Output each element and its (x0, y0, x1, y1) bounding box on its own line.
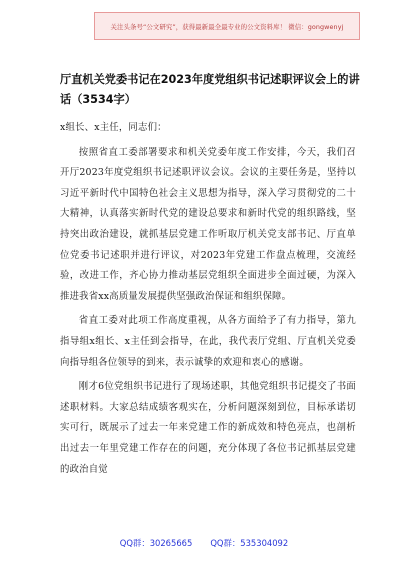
qq-group-1: QQ群：30265665 (119, 538, 193, 548)
paragraph-1: 按照省直工委部署要求和机关党委年度工作安排，今天，我们召开厅2023年度党组织书记述职评议会议。会议的主要任务是，坚持以习近平新时代中国特色社会主义思想为指导，深入学习贯彻党的二十大精神，认真落实新时代党的建设总要求和新时代党的组织路线，坚持突出政治建设，就抓基层党建工作听取厅机关党支部书记、厅直单位党委书记述职并进行评议，对2023年党建工作盘点梳理，交流经验，改进工作，齐心协力推动基层党组织全面进步全面过硬，为深入推进我省xx高质量发展提供坚强政治保证和组织保障。 (60, 146, 356, 302)
promo-banner-text: 关注头条号“公文研究”，获得最新最全最专业的公文资料库！ 微信：gongwenyj (110, 22, 344, 31)
footer-contacts (0, 537, 408, 549)
qq-group-2: QQ群：535304092 (210, 538, 289, 548)
paragraph-3: 刚才6位党组织书记进行了现场述职，其他党组织书记提交了书面述职材料。大家总结成绩客观实在，分析问题深刻到位，目标承诺切实可行，既展示了过去一年来党建工作的新成效和特色亮点，也剖析出过去一年里党建工作存在的问题，充分体现了各位书记抓基层党建的政治自觉 (60, 381, 356, 475)
document-body (60, 118, 356, 484)
paragraph-2: 省直工委对此项工作高度重视，从各方面给予了有力指导，第九指导组x组长、x主任到会指导，在此，我代表厅党组、厅直机关党委向指导组各位领导的到来，表示诚挚的欢迎和衷心的感谢。 (60, 315, 356, 368)
promo-banner (94, 12, 360, 40)
document-title: 厅直机关党委书记在2023年度党组织书记述职评议会上的讲话（3534字） (60, 73, 360, 106)
salutation: x组长、x主任，同志们： (60, 122, 167, 133)
